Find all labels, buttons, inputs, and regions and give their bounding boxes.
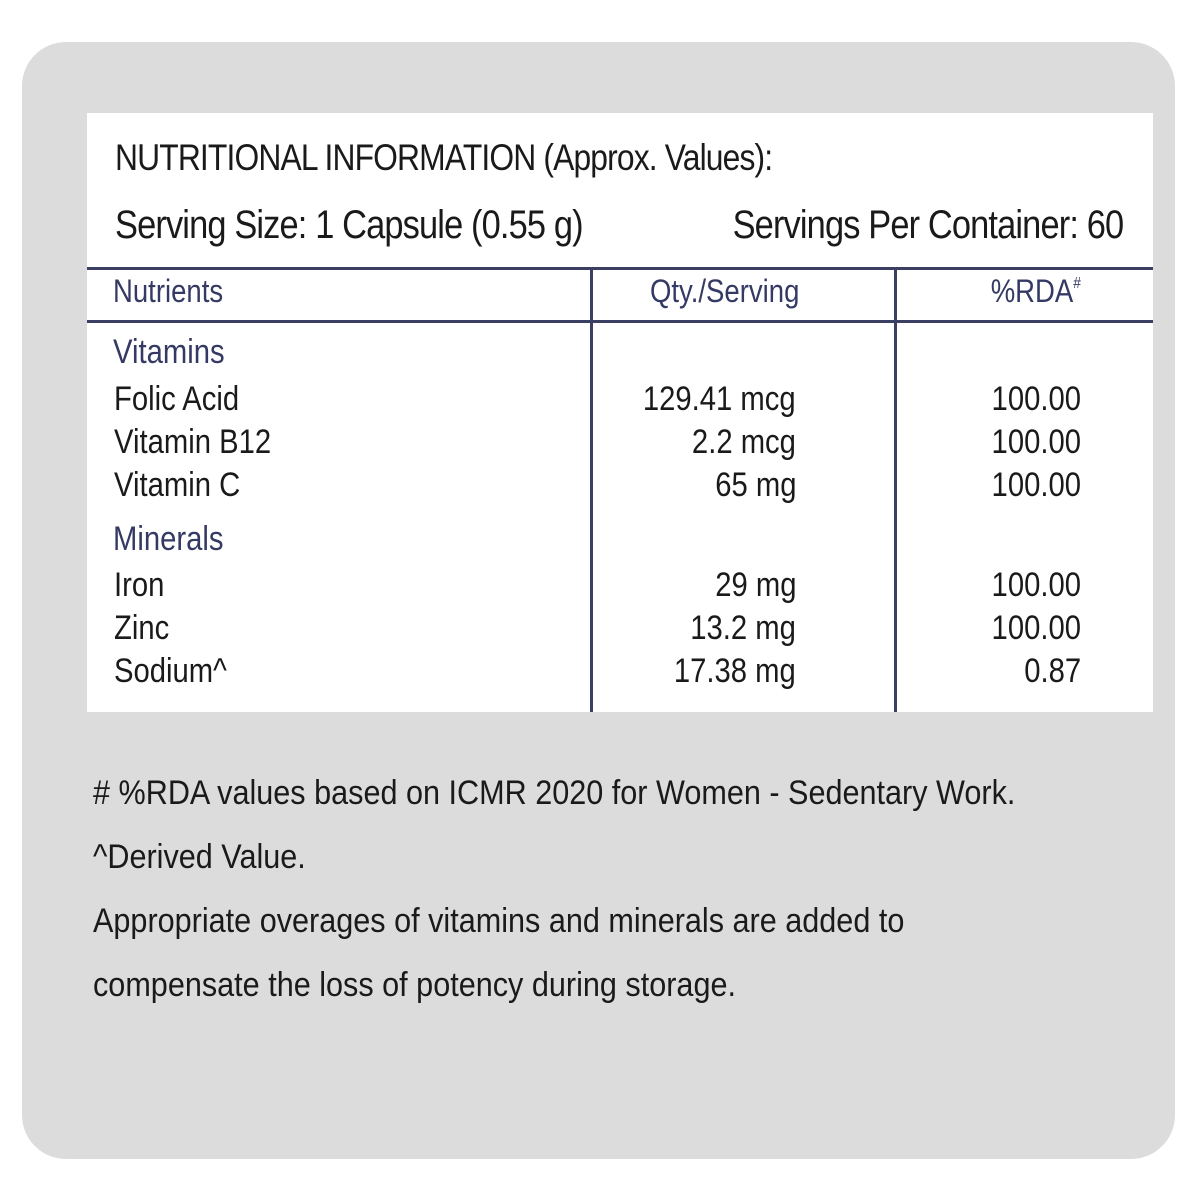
row-qty-iron: 29 mg: [714, 566, 796, 604]
row-rda-sodium: 0.87: [1024, 652, 1081, 690]
footnote-overages-line1: Appropriate overages of vitamins and minerals are added to: [93, 902, 905, 940]
header-rda-label: %RDA: [990, 273, 1074, 309]
header-rda: [991, 273, 1081, 310]
row-name-zinc: Zinc: [114, 609, 170, 647]
header-rda-mark: #: [1073, 275, 1081, 292]
row-qty-folic-acid: 129.41 mcg: [643, 380, 796, 418]
footnote-derived: ^Derived Value.: [93, 838, 306, 876]
row-name-vitamin-b12: Vitamin B12: [114, 423, 272, 461]
section-minerals: Minerals: [113, 520, 224, 558]
nutrition-panel: [87, 113, 1153, 712]
header-bottom-rule: [87, 320, 1153, 323]
table-top-rule: [87, 267, 1153, 270]
row-rda-iron: 100.00: [991, 566, 1081, 604]
section-vitamins: Vitamins: [113, 333, 225, 371]
row-rda-folic-acid: 100.00: [991, 380, 1081, 418]
row-qty-sodium: 17.38 mg: [674, 652, 796, 690]
row-name-iron: Iron: [114, 566, 165, 604]
serving-size: Serving Size: 1 Capsule (0.55 g): [115, 203, 583, 247]
footnote-rda: # %RDA values based on ICMR 2020 for Women - Sedentary Work.: [93, 774, 1016, 812]
row-rda-vitamin-b12: 100.00: [991, 423, 1081, 461]
row-qty-zinc: 13.2 mg: [690, 609, 796, 647]
servings-per-container: Servings Per Container: 60: [732, 203, 1123, 247]
panel-title: NUTRITIONAL INFORMATION (Approx. Values):: [115, 137, 773, 178]
row-qty-vitamin-b12: 2.2 mcg: [691, 423, 796, 461]
header-nutrients: Nutrients: [113, 273, 224, 309]
header-qty: Qty./Serving: [650, 273, 800, 309]
row-rda-zinc: 100.00: [991, 609, 1081, 647]
row-qty-vitamin-c: 65 mg: [714, 466, 796, 504]
column-divider-1: [590, 268, 593, 712]
row-name-vitamin-c: Vitamin C: [114, 466, 241, 504]
row-rda-vitamin-c: 100.00: [991, 466, 1081, 504]
column-divider-2: [894, 268, 897, 712]
row-name-folic-acid: Folic Acid: [114, 380, 240, 418]
row-name-sodium: Sodium^: [114, 652, 227, 690]
footnote-overages-line2: compensate the loss of potency during storage.: [93, 966, 736, 1004]
